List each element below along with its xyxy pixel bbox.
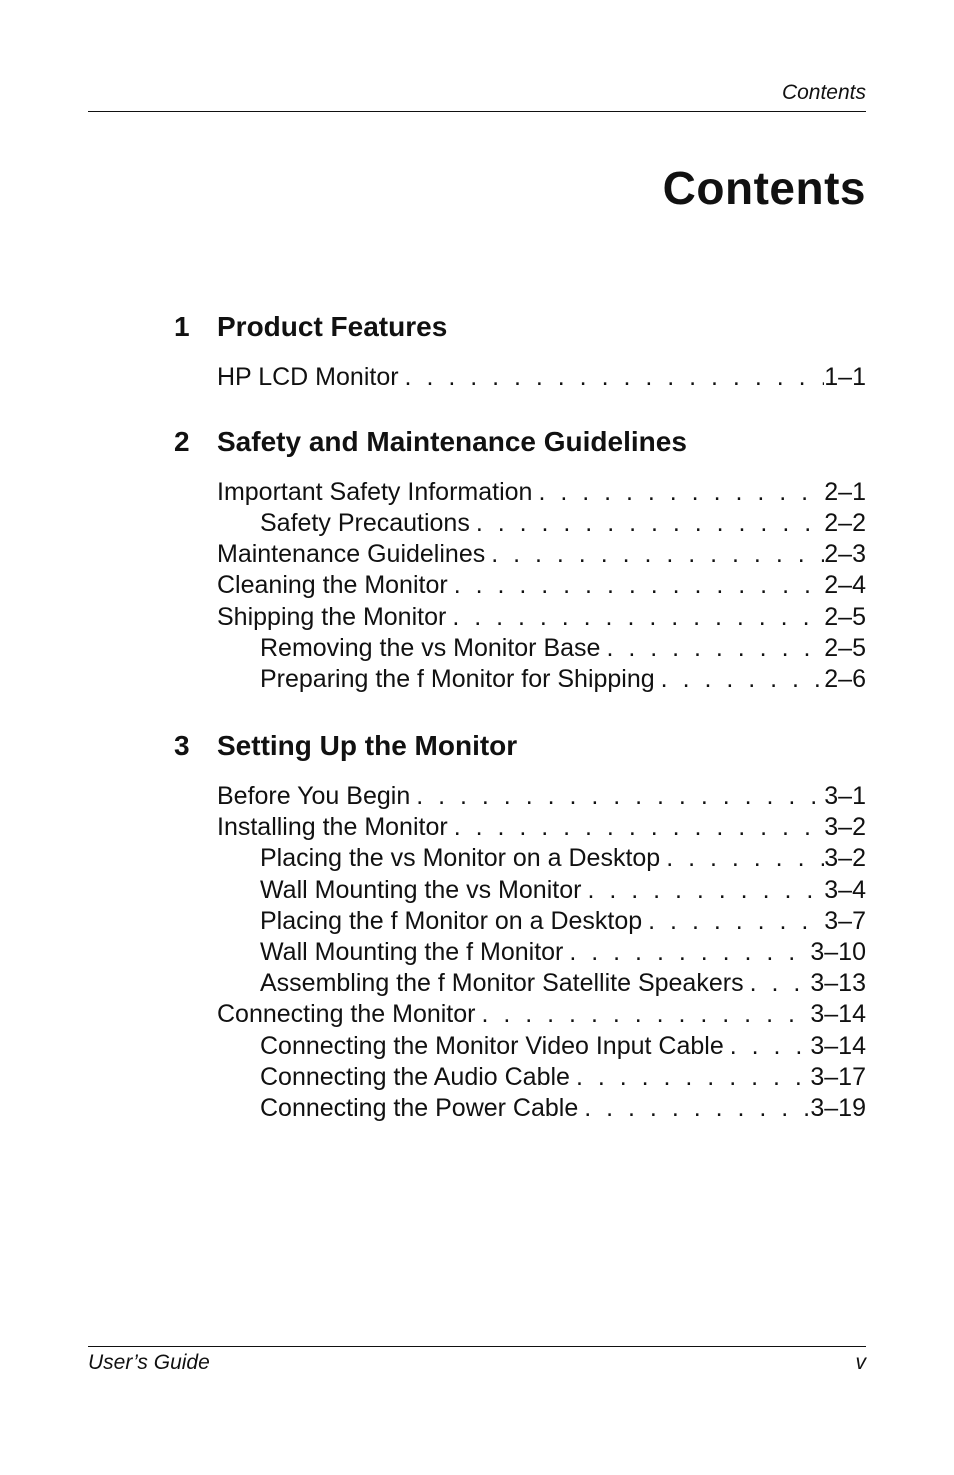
entry-title: Shipping the Monitor — [217, 603, 447, 631]
toc-entry[interactable] — [260, 906, 866, 937]
toc-entry[interactable] — [260, 1093, 866, 1124]
entry-title: Placing the f Monitor on a Desktop — [260, 907, 643, 935]
page-title: Contents — [662, 162, 866, 214]
entry-title: Wall Mounting the vs Monitor — [260, 876, 582, 904]
header-rule — [88, 111, 866, 112]
entry-title: Connecting the Monitor — [217, 1000, 476, 1028]
chapter-number: 2 — [174, 426, 190, 457]
toc-entry[interactable] — [260, 875, 866, 906]
dot-leader — [399, 362, 825, 393]
entry-title: Before You Begin — [217, 782, 411, 810]
dot-leader — [600, 633, 824, 664]
toc-entry[interactable] — [217, 570, 866, 601]
dot-leader — [485, 539, 824, 570]
footer-page-number: v — [855, 1351, 866, 1374]
dot-leader — [655, 664, 825, 695]
entry-title: Wall Mounting the f Monitor — [260, 938, 564, 966]
toc-entry[interactable] — [260, 1031, 866, 1062]
entry-page: 3–1 — [824, 782, 866, 810]
dot-leader — [470, 508, 824, 539]
entry-title: Important Safety Information — [217, 478, 533, 506]
toc-entry[interactable] — [217, 999, 866, 1030]
entry-title: Connecting the Power Cable — [260, 1094, 579, 1122]
entry-page: 3–13 — [810, 969, 866, 997]
toc-entry[interactable] — [260, 843, 866, 874]
chapter-heading — [174, 310, 447, 344]
entry-page: 3–7 — [824, 907, 866, 935]
dot-leader — [744, 968, 811, 999]
dot-leader — [642, 906, 824, 937]
entry-page: 3–2 — [824, 813, 866, 841]
chapter-heading — [174, 425, 687, 459]
dot-leader — [660, 843, 824, 874]
entry-title: Connecting the Audio Cable — [260, 1063, 570, 1091]
dot-leader — [563, 937, 810, 968]
toc-entry[interactable] — [217, 781, 866, 812]
entry-page: 3–14 — [810, 1032, 866, 1060]
footer-guide-name: User’s Guide — [88, 1351, 210, 1374]
toc-entry[interactable] — [260, 633, 866, 664]
entry-page: 2–2 — [824, 509, 866, 537]
chapter-title: Safety and Maintenance Guidelines — [217, 426, 687, 457]
dot-leader — [448, 570, 825, 601]
toc-entry[interactable] — [217, 477, 866, 508]
dot-leader — [570, 1062, 810, 1093]
entry-page: 2–1 — [824, 478, 866, 506]
entry-title: Placing the vs Monitor on a Desktop — [260, 844, 661, 872]
toc-entry[interactable] — [260, 968, 866, 999]
entry-page: 3–10 — [810, 938, 866, 966]
dot-leader — [446, 602, 824, 633]
toc-entry[interactable] — [217, 812, 866, 843]
toc-entry[interactable] — [260, 664, 866, 695]
chapter-title: Product Features — [217, 311, 448, 342]
toc-entry[interactable] — [260, 1062, 866, 1093]
dot-leader — [410, 781, 824, 812]
dot-leader — [475, 999, 810, 1030]
toc-entry[interactable] — [260, 508, 866, 539]
entry-title: HP LCD Monitor — [217, 363, 399, 391]
entry-page: 3–19 — [810, 1094, 866, 1122]
entry-title: Cleaning the Monitor — [217, 571, 448, 599]
entry-title: Assembling the f Monitor Satellite Speakers — [260, 969, 744, 997]
entry-page: 2–5 — [824, 603, 866, 631]
dot-leader — [532, 477, 824, 508]
entry-title: Connecting the Monitor Video Input Cable — [260, 1032, 724, 1060]
entry-page: 2–4 — [824, 571, 866, 599]
entry-page: 1–1 — [824, 363, 866, 391]
entry-page: 3–4 — [824, 876, 866, 904]
entry-page: 2–6 — [824, 665, 866, 693]
chapter-title: Setting Up the Monitor — [217, 730, 518, 761]
entry-page: 3–2 — [824, 844, 866, 872]
dot-leader — [581, 875, 824, 906]
dot-leader — [448, 812, 825, 843]
entry-title: Maintenance Guidelines — [217, 540, 486, 568]
entry-title: Preparing the f Monitor for Shipping — [260, 665, 655, 693]
chapter-number: 1 — [174, 311, 190, 342]
entry-title: Installing the Monitor — [217, 813, 448, 841]
footer-rule — [88, 1346, 866, 1347]
dot-leader — [578, 1093, 810, 1124]
toc-entry[interactable] — [217, 362, 866, 393]
toc-entry[interactable] — [217, 539, 866, 570]
toc-entry[interactable] — [260, 937, 866, 968]
running-header: Contents — [781, 81, 866, 104]
entry-title: Safety Precautions — [260, 509, 470, 537]
entry-page: 3–17 — [810, 1063, 866, 1091]
chapter-heading — [174, 729, 517, 763]
entry-page: 3–14 — [810, 1000, 866, 1028]
chapter-number: 3 — [174, 730, 190, 761]
entry-page: 2–3 — [824, 540, 866, 568]
dot-leader — [724, 1031, 811, 1062]
entry-title: Removing the vs Monitor Base — [260, 634, 601, 662]
entry-page: 2–5 — [824, 634, 866, 662]
toc-entry[interactable] — [217, 602, 866, 633]
